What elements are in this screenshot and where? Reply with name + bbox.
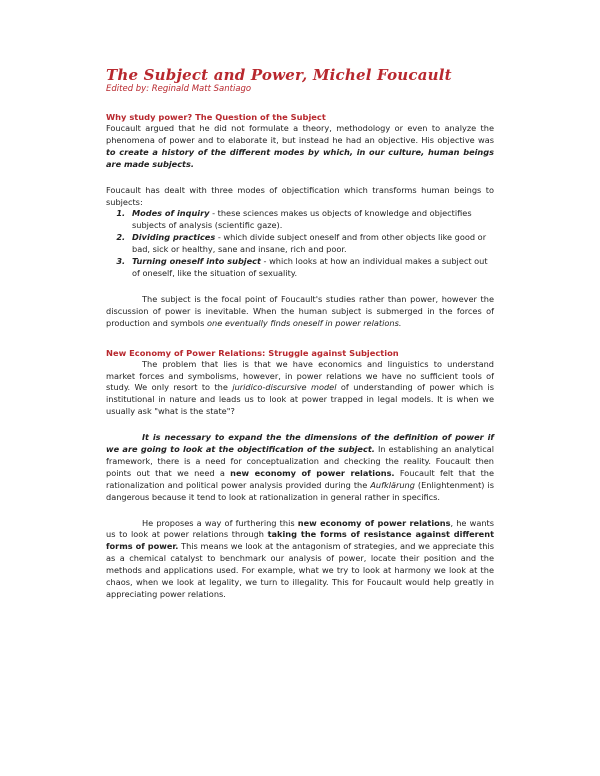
paragraph-text: In establishing an analytical framework, there is a need for conceptualization and checking the reality. Foucault then points out that we need a: [106, 444, 494, 478]
bold-text: new economy of power relations.: [230, 467, 395, 478]
emphasis-text: to create a history of the different modes by which, in our culture, human beings are made subjects.: [106, 146, 494, 169]
paragraph-text: (Enlightenment) is dangerous because it tend to look at rationalization in general rather in specifics.: [106, 479, 495, 502]
document-body: [106, 66, 494, 601]
section-heading-new-economy: New Economy of Power Relations: Struggle against Subjection: [106, 347, 399, 358]
list-item: [128, 232, 494, 256]
mode-term: Modes of inquiry: [132, 208, 210, 219]
mode-description: - which looks at how an individual makes a subject out of oneself, like the situation of sexuality.: [132, 256, 488, 278]
paragraph-proposal: [106, 518, 494, 601]
paragraph-text: Foucault felt that the rationalization and political power analysis provided during the: [106, 467, 495, 490]
paragraph-modes-intro: Foucault has dealt with three modes of objectification which transforms human beings to subjects:: [106, 184, 494, 207]
list-item: [128, 208, 494, 232]
mode-description: - which divide subject oneself and from other objects like good or bad, sick or healthy, sane and insane, rich and poor.: [132, 232, 487, 255]
emphasis-text: It is necessary to expand the the dimensions of the definition of power if we are going to look at the objectification of the subject.: [106, 432, 494, 455]
paragraph-text: , he wants us to look at power relations through: [106, 517, 495, 540]
paragraph-text: This means we look at the antagonism of strategies, and we appreciate this as a chemical catalyst to benchmark our analysis of power, locate their position and the methods and applications used. For example, what we try to look at harmony we look at the chaos, when we look at legality, we turn to illegality. This for Foucault would help greatly in appreciating power relations.: [106, 541, 494, 599]
paragraph-focal-point: [106, 294, 494, 330]
mode-description: - these sciences makes us objects of knowledge and objectifies subjects of analysis (scientific gaze).: [132, 208, 472, 231]
paragraph-objective: [106, 123, 494, 171]
paragraph-text: of understanding of power which is institutional in nature and leads us to look at power trapped in legal models. It is when we usually ask "what is the state"?: [106, 382, 494, 417]
document-title: The Subject and Power, Michel Foucault: [106, 66, 452, 84]
section-heading-why-study-power: Why study power? The Question of the Subject: [106, 112, 326, 122]
paragraph-text: Foucault argued that he did not formulate a theory, methodology or even to analyze the phenomena of power and to elaborate it, but instead he had an objective. His objective was: [106, 123, 494, 145]
list-item: [128, 256, 494, 280]
mode-term: Dividing practices: [132, 232, 216, 243]
editor-credit: Edited by: Reginald Matt Santiago: [106, 84, 252, 94]
paragraph-problem: [106, 359, 494, 419]
mode-term: Turning oneself into subject: [132, 256, 261, 267]
paragraph-text: The problem that lies is that we have economics and linguistics to understand market forces and symbolisms, however, in power relations we have no sufficient tools of study. We only resort to the: [106, 358, 494, 393]
paragraph-text: The subject is the focal point of Foucault's studies rather than power, however the discussion of power is inevitable. When the human subject is submerged in the forces of production and symbols: [106, 293, 494, 328]
paragraph-text: He proposes a way of furthering this: [142, 517, 298, 528]
emphasis-text: juridico-discursive model: [232, 382, 337, 393]
paragraph-expand-definition: [106, 432, 494, 503]
bold-text: new economy of power relations: [297, 517, 451, 528]
modes-list: [106, 208, 494, 279]
emphasis-text: one eventually finds oneself in power relations.: [207, 317, 402, 328]
emphasis-text: Aufklärung: [370, 479, 415, 490]
bold-text: taking the forms of resistance against different forms of power.: [106, 529, 494, 552]
